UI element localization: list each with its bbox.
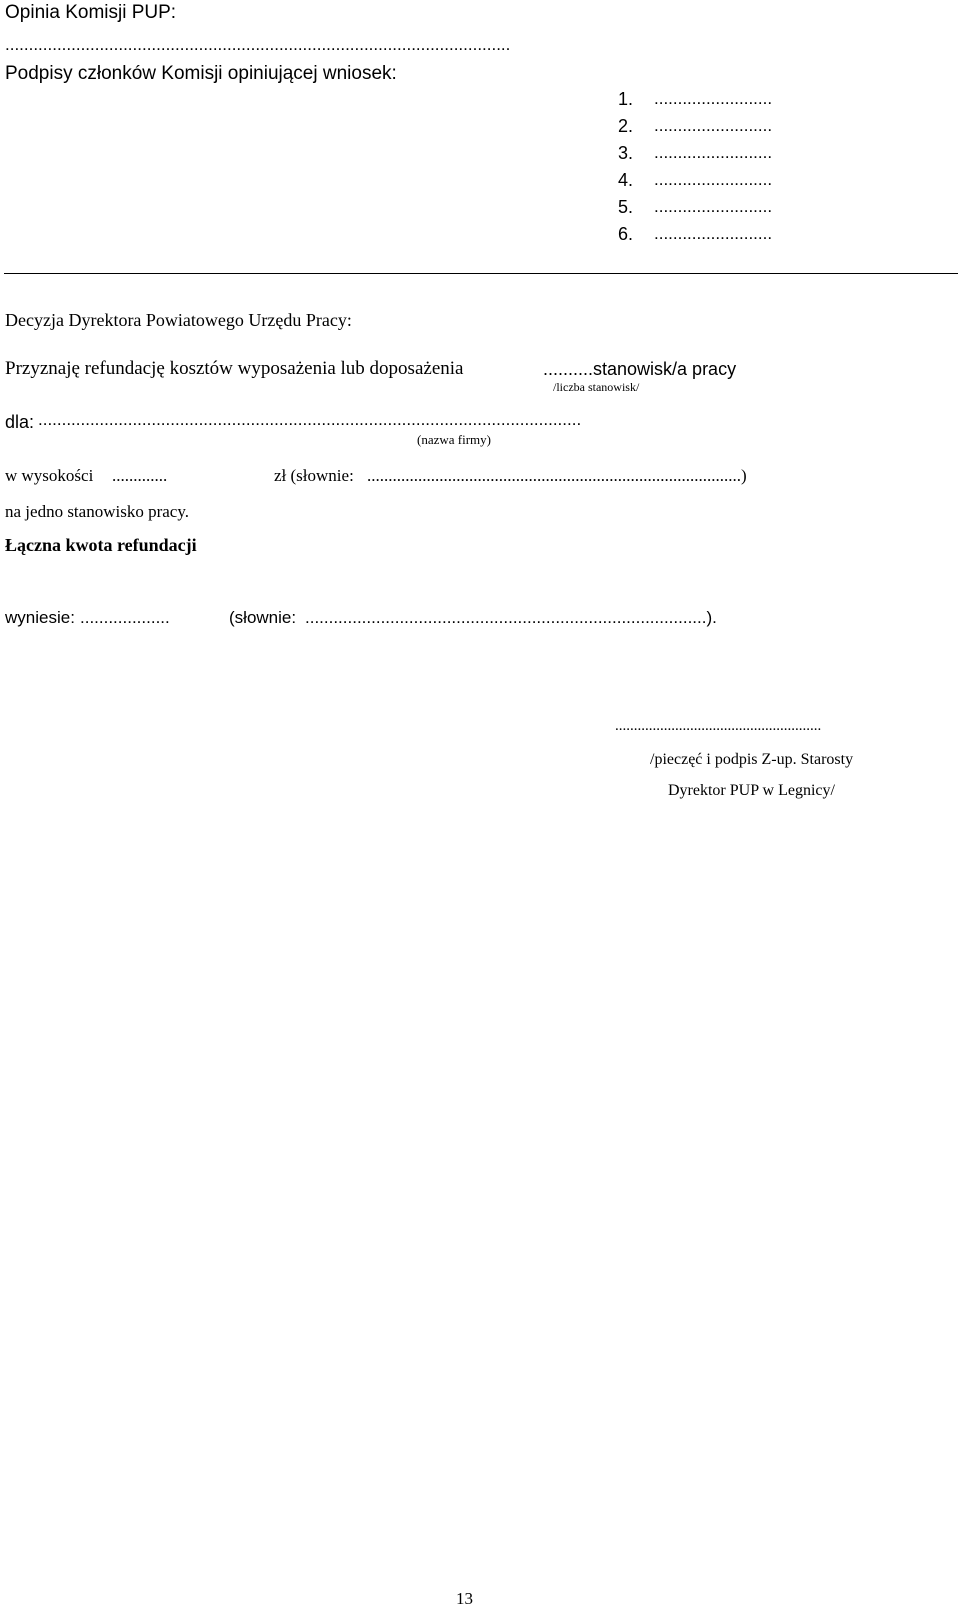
commission-opinion-label: Opinia Komisji PUP: [5,2,177,23]
director-label: Dyrektor PUP w Legnicy/ [668,782,835,799]
director-signature-line[interactable]: ....................................................... [615,718,822,734]
decision-heading: Decyzja Dyrektora Powiatowego Urzędu Pracy: [5,310,352,330]
member-number: 2. [618,116,634,136]
total-label: wyniesie: [5,608,75,627]
member-signature-line[interactable]: ......................... [654,143,773,162]
section-divider [4,273,958,274]
total-words-label: (słownie: [229,608,297,627]
positions-hint: /liczba stanowisk/ [553,380,640,394]
member-signature-line[interactable]: ......................... [654,89,773,108]
member-signature-line[interactable]: ......................... [654,170,773,189]
member-number: 1. [618,89,634,109]
member-number: 4. [618,170,634,190]
member-signature-line[interactable]: ......................... [654,116,773,135]
page-number: 13 [456,1589,473,1608]
member-signature-line[interactable]: ......................... [654,197,773,216]
commission-opinion-line[interactable]: ........................................................................................................... [5,35,511,54]
total-heading: Łączna kwota refundacji [5,535,197,555]
stamp-label: /pieczęć i podpis Z-up. Starosty [650,751,854,768]
amount-words-field[interactable]: ........................................................................................) [367,466,747,485]
total-amount-field[interactable]: ................... [80,608,170,627]
grant-text: Przyznaję refundację kosztów wyposażenia lub doposażenia [5,358,464,379]
member-signature-line[interactable]: ......................... [654,224,773,243]
currency-label: zł (słownie: [274,466,354,485]
company-name-field[interactable]: ................................................................................................................... [38,410,582,429]
total-words-field[interactable]: .....................................................................................). [305,608,717,627]
positions-field[interactable]: ..........stanowisk/a pracy [543,359,737,379]
member-number: 6. [618,224,634,244]
member-number: 5. [618,197,634,217]
company-hint: (nazwa firmy) [417,432,491,447]
amount-field[interactable]: ............. [112,466,168,485]
amount-label: w wysokości [5,466,94,485]
for-label: dla: [5,412,35,432]
per-position-text: na jedno stanowisko pracy. [5,502,189,521]
commission-signatures-label: Podpisy członków Komisji opiniującej wniosek: [5,63,397,84]
member-number: 3. [618,143,634,163]
